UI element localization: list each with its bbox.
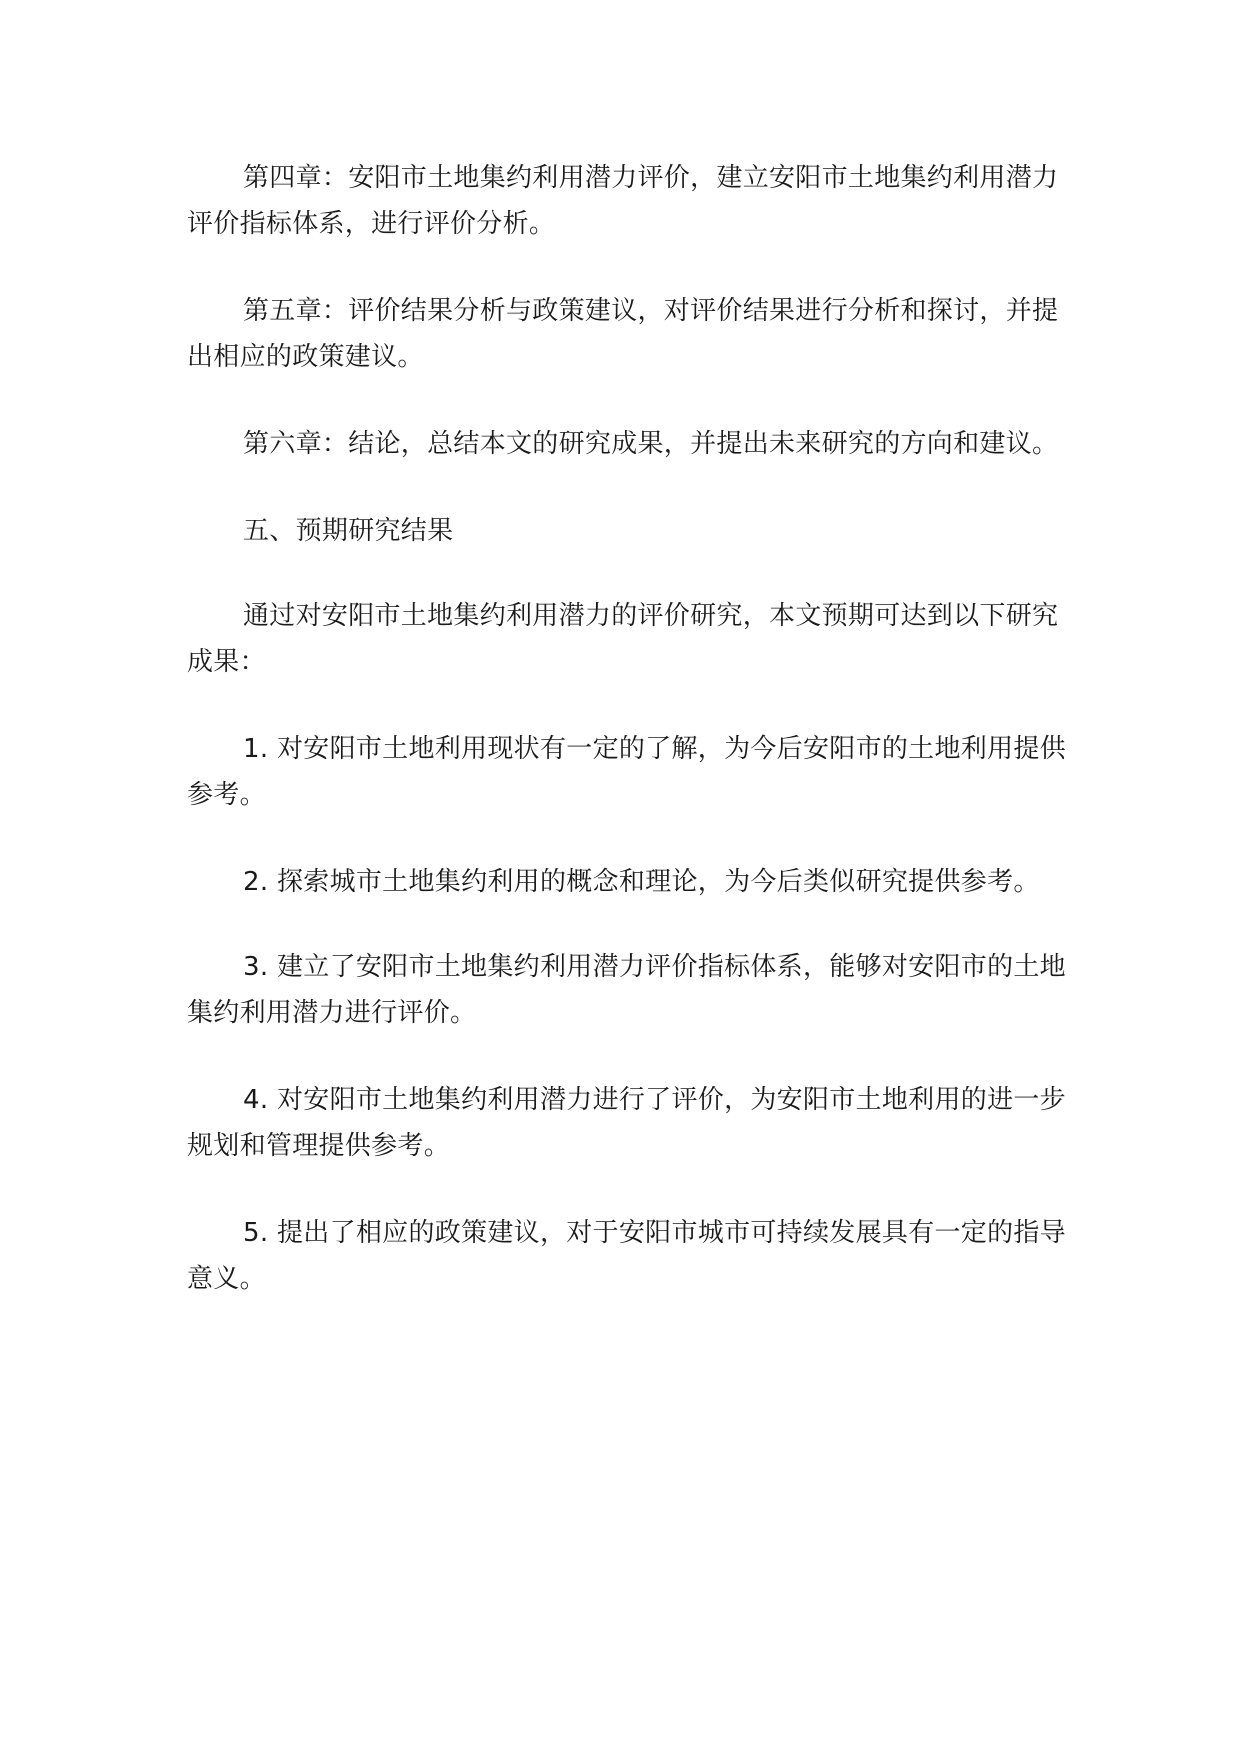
paragraph-chapter-5: 第五章：评价结果分析与政策建议，对评价结果进行分析和探讨，并提出相应的政策建议。 (187, 296, 1059, 372)
section-heading-expected-results: 五、预期研究结果 (243, 516, 454, 546)
list-item-result-4: 4. 对安阳市土地集约利用潜力进行了评价，为安阳市土地利用的进一步规划和管理提供参考。 (187, 1085, 1066, 1161)
list-item-result-5: 5. 提出了相应的政策建议，对于安阳市城市可持续发展具有一定的指导意义。 (187, 1218, 1066, 1294)
document-body (187, 155, 1067, 1343)
paragraph-chapter-6: 第六章：结论，总结本文的研究成果，并提出未来研究的方向和建议。 (243, 429, 1059, 459)
list-item-result-3: 3. 建立了安阳市土地集约利用潜力评价指标体系，能够对安阳市的土地集约利用潜力进行评价。 (187, 952, 1066, 1028)
list-item-result-1: 1. 对安阳市土地利用现状有一定的了解，为今后安阳市的土地利用提供参考。 (187, 734, 1066, 810)
paragraph-chapter-4: 第四章：安阳市土地集约利用潜力评价，建立安阳市土地集约利用潜力评价指标体系，进行评价分析。 (187, 163, 1059, 239)
paragraph-results-intro: 通过对安阳市土地集约利用潜力的评价研究，本文预期可达到以下研究成果： (187, 601, 1059, 677)
list-item-result-2: 2. 探索城市土地集约利用的概念和理论，为今后类似研究提供参考。 (243, 867, 1040, 897)
